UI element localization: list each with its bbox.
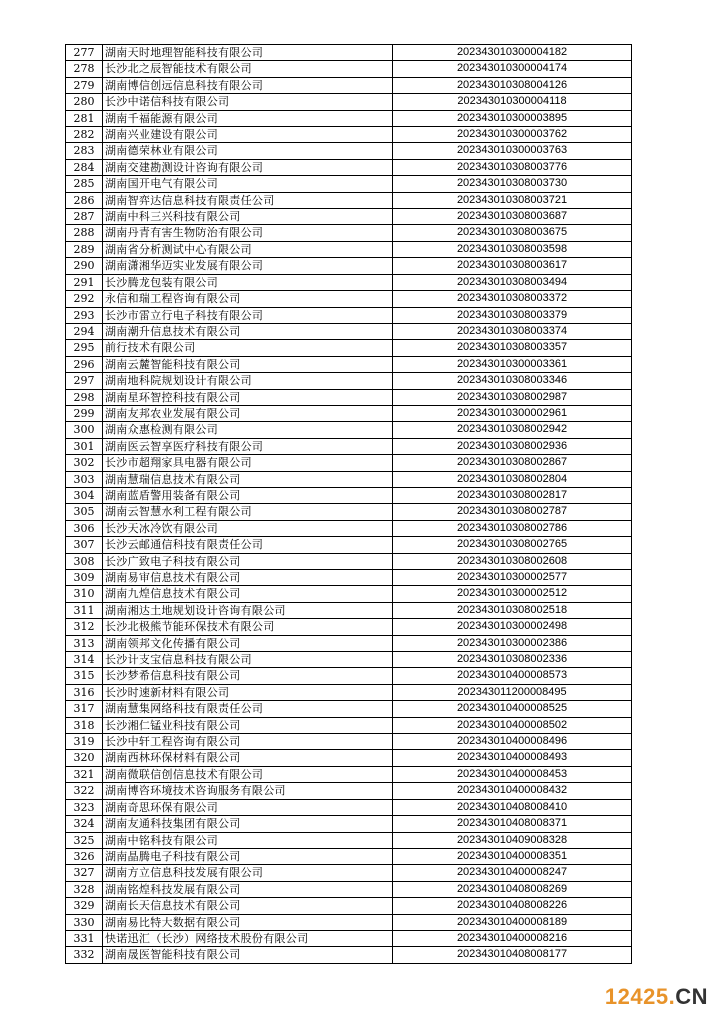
table-row [66,930,632,946]
registration-code-cell: 202343010408008177 [393,947,632,963]
table-row [66,848,632,864]
table-row [66,635,632,651]
company-name-cell: 湖南国开电气有限公司 [103,176,393,192]
row-number-cell: 320 [66,750,103,766]
registration-code-cell: 202343010308002787 [393,504,632,520]
table-body [66,45,632,964]
registration-code-cell: 202343010408008410 [393,799,632,815]
table-row [66,258,632,274]
registration-code-cell: 202343010400008573 [393,668,632,684]
company-name-cell: 湖南潮升信息技术有限公司 [103,323,393,339]
watermark-number: 12425 [604,984,669,1009]
row-number-cell: 324 [66,816,103,832]
company-name-cell: 湖南云麓智能科技有限公司 [103,356,393,372]
registration-code-cell: 202343010400008351 [393,848,632,864]
row-number-cell: 316 [66,684,103,700]
registration-code-cell: 202343010308003357 [393,340,632,356]
registration-code-cell: 202343010408008269 [393,881,632,897]
registration-code-cell: 202343010400008496 [393,734,632,750]
row-number-cell: 298 [66,389,103,405]
registration-code-cell: 202343010308002987 [393,389,632,405]
row-number-cell: 281 [66,110,103,126]
company-name-cell: 湖南千福能源有限公司 [103,110,393,126]
row-number-cell: 294 [66,323,103,339]
registration-code-cell: 202343010308003379 [393,307,632,323]
row-number-cell: 304 [66,487,103,503]
table-row [66,274,632,290]
row-number-cell: 287 [66,209,103,225]
table-row [66,570,632,586]
row-number-cell: 302 [66,455,103,471]
registration-code-cell: 202343010300002386 [393,635,632,651]
table-row [66,94,632,110]
company-name-cell: 湖南星环智控科技有限公司 [103,389,393,405]
row-number-cell: 313 [66,635,103,651]
registration-code-cell: 202343010400008453 [393,766,632,782]
registration-code-cell: 202343010300002961 [393,405,632,421]
table-row [66,192,632,208]
table-row [66,734,632,750]
registration-code-cell: 202343010300004174 [393,61,632,77]
table-row [66,602,632,618]
registration-code-cell: 202343010308003372 [393,291,632,307]
row-number-cell: 310 [66,586,103,602]
row-number-cell: 285 [66,176,103,192]
company-name-cell: 湖南湘达土地规划设计咨询有限公司 [103,602,393,618]
row-number-cell: 323 [66,799,103,815]
company-name-cell: 湖南省分析测试中心有限公司 [103,241,393,257]
table-row [66,668,632,684]
registration-code-cell: 202343010400008502 [393,717,632,733]
company-name-cell: 长沙时速新材料有限公司 [103,684,393,700]
registration-code-cell: 202343010308002765 [393,537,632,553]
row-number-cell: 283 [66,143,103,159]
company-name-cell: 快诺迅汇（长沙）网络技术股份有限公司 [103,930,393,946]
table-row [66,422,632,438]
row-number-cell: 279 [66,77,103,93]
registration-code-cell: 202343010308003721 [393,192,632,208]
registration-code-cell: 202343010400008432 [393,783,632,799]
company-list-table [65,44,632,964]
company-name-cell: 湖南交建勘测设计咨询有限公司 [103,159,393,175]
registration-code-cell: 202343010308002786 [393,520,632,536]
company-name-cell: 湖南领邦文化传播有限公司 [103,635,393,651]
row-number-cell: 303 [66,471,103,487]
row-number-cell: 293 [66,307,103,323]
row-number-cell: 325 [66,832,103,848]
company-name-cell: 湖南西林环保材料有限公司 [103,750,393,766]
registration-code-cell: 202343010308003776 [393,159,632,175]
table-row [66,291,632,307]
company-name-cell: 长沙市超翔家具电器有限公司 [103,455,393,471]
row-number-cell: 311 [66,602,103,618]
table-row [66,45,632,61]
company-name-cell: 湖南中科三兴科技有限公司 [103,209,393,225]
row-number-cell: 312 [66,619,103,635]
row-number-cell: 326 [66,848,103,864]
table-row [66,323,632,339]
table-row [66,881,632,897]
watermark-dot: . [668,984,676,1009]
row-number-cell: 278 [66,61,103,77]
table-row [66,438,632,454]
registration-code-cell: 202343010300003895 [393,110,632,126]
company-name-cell: 长沙计支宝信息科技有限公司 [103,652,393,668]
row-number-cell: 328 [66,881,103,897]
company-name-cell: 长沙广致电子科技有限公司 [103,553,393,569]
registration-code-cell: 202343010400008189 [393,914,632,930]
table-row [66,61,632,77]
company-name-cell: 长沙中诺信科技有限公司 [103,94,393,110]
table-row [66,832,632,848]
company-name-cell: 湖南蓝盾警用装备有限公司 [103,487,393,503]
company-name-cell: 湖南九煌信息技术有限公司 [103,586,393,602]
table-row [66,307,632,323]
table-row [66,783,632,799]
registration-code-cell: 202343010308002817 [393,487,632,503]
company-name-cell: 湖南慧集网络科技有限责任公司 [103,701,393,717]
table-row [66,389,632,405]
company-name-cell: 长沙北极熊节能环保技术有限公司 [103,619,393,635]
company-name-cell: 湖南长天信息技术有限公司 [103,898,393,914]
registration-code-cell: 202343010300002577 [393,570,632,586]
table-row [66,225,632,241]
registration-code-cell: 202343010308003346 [393,373,632,389]
company-name-cell: 湖南易审信息技术有限公司 [103,570,393,586]
company-name-cell: 湖南兴业建设有限公司 [103,127,393,143]
watermark-suffix: CN [675,984,708,1009]
registration-code-cell: 202343010308003598 [393,241,632,257]
registration-code-cell: 202343010408008226 [393,898,632,914]
table-row [66,110,632,126]
company-name-cell: 湖南方立信息科技发展有限公司 [103,865,393,881]
registration-code-cell: 202343010300003762 [393,127,632,143]
registration-code-cell: 202343010308004126 [393,77,632,93]
table-row [66,340,632,356]
company-name-cell: 长沙云邮通信科技有限责任公司 [103,537,393,553]
registration-code-cell: 202343010308002804 [393,471,632,487]
registration-code-cell: 202343010308002867 [393,455,632,471]
row-number-cell: 327 [66,865,103,881]
company-name-cell: 湖南德荣林业有限公司 [103,143,393,159]
registration-code-cell: 202343010409008328 [393,832,632,848]
table-row [66,159,632,175]
company-name-cell: 湖南慧瑞信息技术有限公司 [103,471,393,487]
table-row [66,520,632,536]
company-name-cell: 湖南奇思环保有限公司 [103,799,393,815]
row-number-cell: 282 [66,127,103,143]
registration-code-cell: 202343010308003730 [393,176,632,192]
row-number-cell: 331 [66,930,103,946]
row-number-cell: 330 [66,914,103,930]
row-number-cell: 301 [66,438,103,454]
company-name-cell: 长沙中轩工程咨询有限公司 [103,734,393,750]
row-number-cell: 306 [66,520,103,536]
company-name-cell: 湖南潇湘华迈实业发展有限公司 [103,258,393,274]
company-name-cell: 湖南友通科技集团有限公司 [103,816,393,832]
company-name-cell: 前行技术有限公司 [103,340,393,356]
company-name-cell: 湖南云智慧水利工程有限公司 [103,504,393,520]
company-name-cell: 湖南友邦农业发展有限公司 [103,405,393,421]
table-row [66,209,632,225]
table-row [66,127,632,143]
registration-code-cell: 202343010308002942 [393,422,632,438]
registration-code-cell: 202343010300004182 [393,45,632,61]
company-name-cell: 湖南中铭科技有限公司 [103,832,393,848]
company-name-cell: 湖南易比特大数据有限公司 [103,914,393,930]
row-number-cell: 317 [66,701,103,717]
table-row [66,652,632,668]
row-number-cell: 332 [66,947,103,963]
registration-code-cell: 202343010400008216 [393,930,632,946]
row-number-cell: 314 [66,652,103,668]
registration-code-cell: 202343011200008495 [393,684,632,700]
row-number-cell: 305 [66,504,103,520]
table-row [66,717,632,733]
row-number-cell: 297 [66,373,103,389]
registration-code-cell: 202343010308002518 [393,602,632,618]
table-row [66,504,632,520]
row-number-cell: 288 [66,225,103,241]
registration-code-cell: 202343010408008371 [393,816,632,832]
row-number-cell: 319 [66,734,103,750]
table-row [66,898,632,914]
table-row [66,553,632,569]
table-row [66,799,632,815]
company-name-cell: 长沙梦希信息科技有限公司 [103,668,393,684]
registration-code-cell: 202343010300004118 [393,94,632,110]
registration-code-cell: 202343010300002498 [393,619,632,635]
registration-code-cell: 202343010400008525 [393,701,632,717]
table-row [66,816,632,832]
row-number-cell: 295 [66,340,103,356]
table-row [66,487,632,503]
registration-code-cell: 202343010308002336 [393,652,632,668]
registration-code-cell: 202343010300003361 [393,356,632,372]
row-number-cell: 300 [66,422,103,438]
table-row [66,701,632,717]
row-number-cell: 329 [66,898,103,914]
registration-code-cell: 202343010308003687 [393,209,632,225]
company-name-cell: 湖南微联信创信息技术有限公司 [103,766,393,782]
table-row [66,176,632,192]
company-name-cell: 湖南铭煌科技发展有限公司 [103,881,393,897]
company-name-cell: 湖南地科院规划设计有限公司 [103,373,393,389]
company-name-cell: 长沙天冰冷饮有限公司 [103,520,393,536]
company-name-cell: 湖南晶腾电子科技有限公司 [103,848,393,864]
company-name-cell: 湖南众惠检测有限公司 [103,422,393,438]
company-name-cell: 湖南医云智享医疗科技有限公司 [103,438,393,454]
row-number-cell: 322 [66,783,103,799]
row-number-cell: 318 [66,717,103,733]
registration-code-cell: 202343010308003494 [393,274,632,290]
registration-code-cell: 202343010400008247 [393,865,632,881]
company-name-cell: 湖南丹青有害生物防治有限公司 [103,225,393,241]
registration-code-cell: 202343010308003374 [393,323,632,339]
table-row [66,914,632,930]
row-number-cell: 289 [66,241,103,257]
row-number-cell: 296 [66,356,103,372]
table-row [66,241,632,257]
registration-code-cell: 202343010400008493 [393,750,632,766]
company-name-cell: 长沙北之辰智能技术有限公司 [103,61,393,77]
table-row [66,356,632,372]
table-row [66,373,632,389]
company-name-cell: 永信和瑞工程咨询有限公司 [103,291,393,307]
company-name-cell: 湖南智弈达信息科技有限责任公司 [103,192,393,208]
company-name-cell: 湖南晟医智能科技有限公司 [103,947,393,963]
table-row [66,619,632,635]
row-number-cell: 299 [66,405,103,421]
site-watermark [605,984,708,1010]
row-number-cell: 290 [66,258,103,274]
row-number-cell: 280 [66,94,103,110]
row-number-cell: 286 [66,192,103,208]
company-name-cell: 湖南博咨环境技术咨询服务有限公司 [103,783,393,799]
company-name-cell: 长沙湘仁锰业科技有限公司 [103,717,393,733]
registration-code-cell: 202343010308002608 [393,553,632,569]
row-number-cell: 315 [66,668,103,684]
table-row [66,586,632,602]
table-row [66,750,632,766]
company-name-cell: 湖南博信创远信息科技有限公司 [103,77,393,93]
table-row [66,471,632,487]
registration-code-cell: 202343010308003617 [393,258,632,274]
row-number-cell: 309 [66,570,103,586]
table-row [66,405,632,421]
table-row [66,684,632,700]
registration-code-cell: 202343010308003675 [393,225,632,241]
table-row [66,947,632,963]
company-name-cell: 长沙腾龙包装有限公司 [103,274,393,290]
row-number-cell: 321 [66,766,103,782]
table-row [66,537,632,553]
company-name-cell: 湖南天时地理智能科技有限公司 [103,45,393,61]
table-row [66,455,632,471]
table-row [66,143,632,159]
row-number-cell: 292 [66,291,103,307]
registration-code-cell: 202343010300003763 [393,143,632,159]
row-number-cell: 291 [66,274,103,290]
row-number-cell: 308 [66,553,103,569]
row-number-cell: 307 [66,537,103,553]
table-row [66,865,632,881]
registration-code-cell: 202343010308002936 [393,438,632,454]
registration-code-cell: 202343010300002512 [393,586,632,602]
row-number-cell: 284 [66,159,103,175]
row-number-cell: 277 [66,45,103,61]
table-row [66,77,632,93]
table-row [66,766,632,782]
company-name-cell: 长沙市雷立行电子科技有限公司 [103,307,393,323]
